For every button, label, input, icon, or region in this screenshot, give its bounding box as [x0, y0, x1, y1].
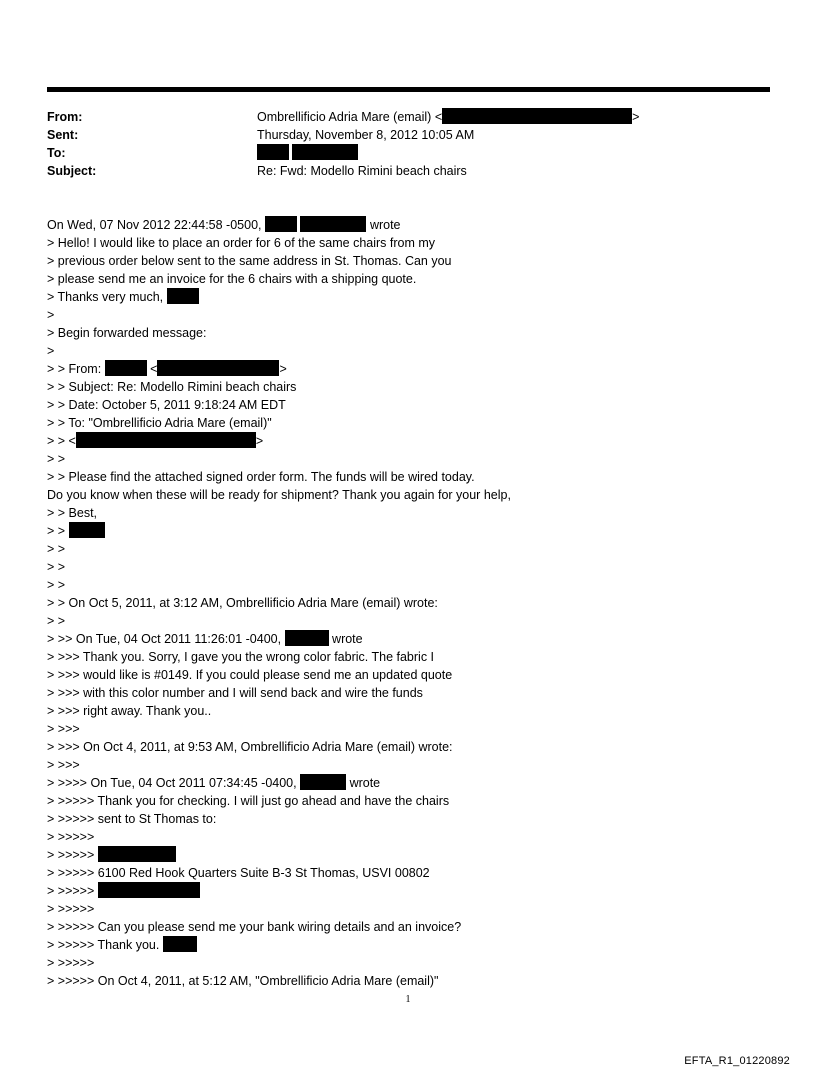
redaction-box [105, 360, 147, 376]
body-line: > Begin forwarded message: [47, 326, 207, 340]
redaction-box [167, 288, 199, 304]
body-line: > Thanks very much, [47, 288, 787, 306]
body-line: > >>>>> On Oct 4, 2011, at 5:12 AM, "Ombrellificio Adria Mare (email)" [47, 974, 439, 988]
subject-label: Subject: [47, 164, 97, 178]
email-body [47, 216, 787, 990]
to-row [47, 144, 770, 162]
redaction-box [285, 630, 329, 646]
body-line: > >>> with this color number and I will send back and wire the funds [47, 686, 423, 700]
subject-value: Re: Fwd: Modello Rimini beach chairs [257, 164, 467, 178]
body-line: Do you know when these will be ready for shipment? Thank you again for your help, [47, 488, 511, 502]
to-value [257, 144, 358, 162]
body-line: > >>> [47, 758, 80, 772]
redaction-box [98, 882, 200, 898]
body-line: > >>>> On Tue, 04 Oct 2011 07:34:45 -0400, wrote [47, 776, 381, 790]
body-line: > > [47, 542, 66, 556]
body-line: > >>> On Oct 4, 2011, at 9:53 AM, Ombrellificio Adria Mare (email) wrote: [47, 740, 453, 754]
body-line: > >>>>> [47, 956, 95, 970]
body-line: > > From: < > [47, 362, 287, 376]
body-line: > >>>>> Thank you for checking. I will just go ahead and have the chairs [47, 794, 450, 808]
body-line: > >>>>> [47, 846, 787, 864]
sent-value: Thursday, November 8, 2012 10:05 AM [257, 128, 475, 142]
body-line: > >>>>> 6100 Red Hook Quarters Suite B-3 St Thomas, USVI 00802 [47, 866, 430, 880]
body-line: > [47, 308, 55, 322]
body-line: > > Subject: Re: Modello Rimini beach chairs [47, 380, 297, 394]
from-label: From: [47, 110, 83, 124]
redaction-box [300, 774, 346, 790]
body-line: > > [47, 560, 66, 574]
body-line: > > Date: October 5, 2011 9:18:24 AM EDT [47, 398, 286, 412]
body-line: > > [47, 452, 66, 466]
body-line: > >>>>> [47, 902, 95, 916]
body-line: > >> On Tue, 04 Oct 2011 11:26:01 -0400, wrote [47, 632, 363, 646]
body-line: > > To: "Ombrellificio Adria Mare (email)" [47, 416, 272, 430]
subject-row [47, 162, 770, 180]
body-line: > > On Oct 5, 2011, at 3:12 AM, Ombrellificio Adria Mare (email) wrote: [47, 596, 438, 610]
body-line: > >>>>> [47, 882, 787, 900]
body-line: > please send me an invoice for the 6 chairs with a shipping quote. [47, 272, 417, 286]
body-line: > > [47, 614, 66, 628]
header-rule [47, 87, 770, 92]
from-row [47, 108, 770, 126]
body-line: > >>>>> [47, 830, 95, 844]
redaction-box [157, 360, 279, 376]
sent-label: Sent: [47, 128, 79, 142]
body-line: > >>> right away. Thank you.. [47, 704, 212, 718]
redaction-box [442, 108, 632, 124]
sent-row [47, 126, 770, 144]
body-line: > previous order below sent to the same address in St. Thomas. Can you [47, 254, 452, 268]
redaction-box [257, 144, 289, 160]
body-line: > > < > [47, 434, 264, 448]
document-id: EFTA_R1_01220892 [684, 1055, 790, 1067]
body-line: > > [47, 522, 787, 540]
to-label: To: [47, 146, 66, 160]
body-line: > [47, 344, 55, 358]
redaction-box [76, 432, 256, 448]
body-line: > >>>>> sent to St Thomas to: [47, 812, 217, 826]
body-line: On Wed, 07 Nov 2012 22:44:58 -0500, wrote [47, 218, 401, 232]
redaction-box [300, 216, 366, 232]
page-number: 1 [405, 994, 411, 1005]
body-line: > >>> would like is #0149. If you could please send me an updated quote [47, 668, 453, 682]
redaction-box [98, 846, 176, 862]
body-line: > >>> Thank you. Sorry, I gave you the wrong color fabric. The fabric I [47, 650, 435, 664]
body-line: > > [47, 578, 66, 592]
from-value: Ombrellificio Adria Mare (email) < > [257, 110, 640, 124]
body-line: > >>> [47, 722, 80, 736]
redaction-box [292, 144, 358, 160]
body-line: > > Best, [47, 506, 98, 520]
redaction-box [265, 216, 297, 232]
body-line: > > Please find the attached signed order form. The funds will be wired today. [47, 470, 475, 484]
body-line: > Hello! I would like to place an order for 6 of the same chairs from my [47, 236, 436, 250]
body-line: > >>>>> Thank you. [47, 936, 787, 954]
redaction-box [69, 522, 105, 538]
redaction-box [163, 936, 197, 952]
body-line: > >>>>> Can you please send me your bank wiring details and an invoice? [47, 920, 462, 934]
email-header [47, 108, 770, 180]
